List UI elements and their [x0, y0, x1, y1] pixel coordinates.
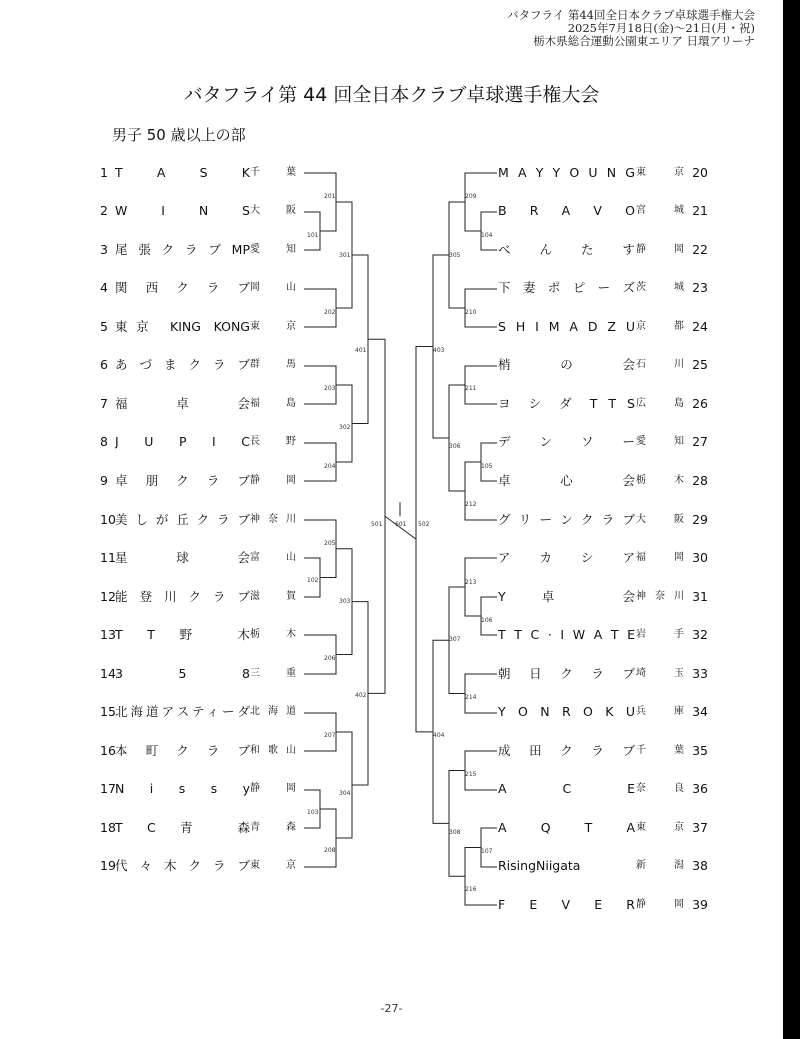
team-prefecture: 福 岡: [636, 552, 684, 563]
seed-number: 36: [692, 781, 708, 796]
team-name: 卓 朋 ク ラ ブ: [115, 473, 250, 488]
team-entry: [498, 819, 708, 837]
seed-number: 17: [100, 781, 116, 796]
team-name: 福 卓 会: [115, 396, 250, 411]
team-name: 関 西 ク ラ ブ: [115, 280, 250, 295]
division-label: 男子 50 歳以上の部: [112, 126, 246, 144]
team-entry: [100, 549, 304, 567]
bracket-line: [336, 732, 352, 838]
team-prefecture: 愛 知: [636, 436, 684, 447]
bracket-line-group: [304, 173, 497, 905]
team-prefecture: 静 岡: [636, 899, 684, 910]
match-number: 105: [481, 463, 493, 470]
match-number: 502: [418, 521, 430, 528]
team-entry: [100, 164, 304, 182]
team-entry: [100, 433, 304, 451]
seed-number: 39: [692, 897, 708, 912]
seed-number: 14: [100, 666, 116, 681]
team-name: 梢 の 会: [498, 357, 635, 372]
team-entry: [498, 395, 708, 413]
team-name: 朝 日 ク ラ ブ: [498, 666, 635, 681]
match-number: 102: [307, 577, 319, 584]
team-prefecture: 兵 庫: [636, 706, 684, 717]
team-prefecture: 埼 玉: [636, 668, 684, 679]
header-event-name: バタフライ 第44回全日本クラブ卓球選手権大会: [507, 8, 755, 22]
match-number: 304: [339, 790, 351, 797]
match-number: 307: [449, 636, 461, 643]
seed-number: 34: [692, 704, 708, 719]
team-entry: [100, 780, 304, 798]
team-entry: [100, 472, 304, 490]
team-prefecture: 千 葉: [250, 167, 296, 178]
match-number: 308: [449, 829, 461, 836]
seed-number: 27: [692, 434, 708, 449]
bracket-line: [352, 255, 368, 424]
team-prefecture: 広 島: [636, 398, 684, 409]
bracket-line: [304, 443, 336, 481]
match-number: 301: [339, 252, 351, 259]
match-number: 215: [465, 771, 477, 778]
team-name: 成 田 ク ラ ブ: [498, 743, 635, 758]
team-prefecture: 宮 城: [636, 205, 684, 216]
team-entry: [100, 626, 304, 644]
seed-number: 22: [692, 242, 708, 257]
match-number: 302: [339, 424, 351, 431]
header-dates: 2025年7月18日(金)～21日(月・祝): [567, 21, 755, 35]
match-number: 403: [433, 347, 445, 354]
seed-number: 29: [692, 512, 708, 527]
team-name: デ ン ソ ー: [498, 434, 635, 449]
team-prefecture: 石 川: [636, 359, 684, 370]
match-number: 202: [324, 309, 336, 316]
seed-number: 16: [100, 743, 116, 758]
team-entry: [100, 318, 304, 336]
team-entry: [100, 588, 304, 606]
seed-number: 38: [692, 858, 708, 873]
seed-number: 20: [692, 165, 708, 180]
team-name: 尾張クラブMP: [115, 242, 250, 257]
team-prefecture: 愛 知: [250, 244, 296, 255]
team-entry: [100, 742, 304, 760]
match-number: 106: [481, 617, 493, 624]
team-name: B R A V O: [498, 203, 635, 218]
team-name: グ リ ー ン ク ラ ブ: [498, 512, 635, 527]
bracket-line: [449, 385, 465, 491]
team-prefecture: 滋 賀: [250, 591, 296, 602]
match-number: 303: [339, 598, 351, 605]
match-number: 203: [324, 385, 336, 392]
team-name: J U P I C: [115, 434, 250, 449]
team-name: 下 妻 ポ ピ ー ズ: [498, 280, 635, 295]
team-prefecture: 東 京: [636, 822, 684, 833]
seed-number: 25: [692, 357, 708, 372]
team-name: N i s s y: [115, 781, 250, 796]
match-number: 213: [465, 579, 477, 586]
team-prefecture: 神奈川: [636, 591, 684, 602]
team-prefecture: 東 京: [250, 321, 296, 332]
team-name: ア カ シ ア: [498, 550, 635, 565]
team-entry: [498, 279, 708, 297]
seed-number: 19: [100, 858, 116, 873]
seed-number: 15: [100, 704, 116, 719]
team-prefecture: 富 山: [250, 552, 296, 563]
seed-number: 18: [100, 820, 116, 835]
match-number: 103: [307, 809, 319, 816]
match-number: 204: [324, 463, 336, 470]
bracket-line: [368, 339, 385, 693]
team-entry: [100, 395, 304, 413]
team-entry: [498, 588, 708, 606]
bracket-line: [304, 212, 320, 250]
match-number: 216: [465, 886, 477, 893]
team-entry: [498, 164, 708, 182]
team-name: F E V E R: [498, 897, 635, 912]
team-entry: [498, 896, 708, 914]
page-number: -27-: [380, 1002, 403, 1015]
team-prefecture: 三 重: [250, 668, 296, 679]
match-number: 206: [324, 655, 336, 662]
bracket-line: [416, 347, 433, 732]
team-name: べ ん た す: [498, 242, 635, 257]
team-name: T T 野 木: [115, 627, 250, 642]
match-number-final: 601: [395, 521, 407, 528]
team-name: A C E: [498, 781, 635, 796]
header-venue: 栃木県総合運動公園東エリア 日環アリーナ: [533, 34, 755, 48]
team-prefecture: 長 野: [250, 436, 296, 447]
match-number: 305: [449, 252, 461, 259]
team-prefecture: 岩 手: [636, 629, 684, 640]
page-title: バタフライ第 44 回全日本クラブ卓球選手権大会: [183, 84, 600, 106]
seed-number: 5: [100, 319, 108, 334]
seed-number: 8: [100, 434, 108, 449]
team-name: 星 球 会: [115, 550, 250, 565]
bracket-line: [481, 597, 497, 635]
seed-number: 12: [100, 589, 116, 604]
team-entry: [100, 511, 304, 529]
match-number: 404: [433, 732, 445, 739]
team-name: M A Y Y O U N G: [498, 165, 635, 180]
team-entry: [498, 318, 708, 336]
team-prefecture: 栃 木: [636, 475, 684, 486]
team-name: 能 登 川 ク ラ ブ: [115, 589, 250, 604]
team-prefecture: 福 島: [250, 398, 296, 409]
match-number: 101: [307, 232, 319, 239]
seed-number: 13: [100, 627, 116, 642]
team-prefecture: 静 岡: [250, 783, 296, 794]
team-prefecture: 千 葉: [636, 745, 684, 756]
team-entry: [100, 356, 304, 374]
match-number: 501: [371, 521, 383, 528]
team-prefecture: 奈 良: [636, 783, 684, 794]
team-entry: [100, 857, 304, 875]
team-entry: [498, 742, 708, 760]
match-number: 207: [324, 732, 336, 739]
seed-number: 23: [692, 280, 708, 295]
team-entry: [498, 433, 708, 451]
team-prefecture: 茨 城: [636, 282, 684, 293]
team-prefecture: 静 岡: [636, 244, 684, 255]
team-prefecture: 北海道: [250, 706, 296, 717]
bracket-line: [481, 212, 497, 250]
team-name: W I N S: [115, 203, 250, 218]
seed-number: 21: [692, 203, 708, 218]
team-prefecture: 神奈川: [250, 514, 296, 525]
team-prefecture: 群 馬: [250, 359, 296, 370]
match-number: 306: [449, 443, 461, 450]
seed-number: 2: [100, 203, 108, 218]
seed-number: 31: [692, 589, 708, 604]
team-entry: [498, 356, 708, 374]
team-prefecture: 京 都: [636, 321, 684, 332]
team-entry: [498, 626, 708, 644]
team-entry: [498, 703, 708, 721]
team-entry: [100, 279, 304, 297]
team-name: 代 々 木 ク ラ ブ: [115, 858, 250, 873]
team-prefecture: 東 京: [636, 167, 684, 178]
team-name: RisingNiigata: [498, 858, 581, 873]
team-entry: [498, 665, 708, 683]
bracket-line: [304, 289, 336, 327]
bracket-line: [449, 771, 465, 877]
seed-number: 10: [100, 512, 116, 527]
match-number: 212: [465, 501, 477, 508]
team-prefecture: 和歌山: [250, 745, 296, 756]
team-name: Y 卓 会: [498, 589, 635, 604]
team-entry: [498, 472, 708, 490]
team-name: 3 5 8: [115, 666, 250, 681]
seed-number: 26: [692, 396, 708, 411]
match-number: 209: [465, 193, 477, 200]
match-number: 107: [481, 848, 493, 855]
team-name: Y O N R O K U: [498, 704, 635, 719]
team-prefecture: 東 京: [250, 860, 296, 871]
seed-number: 35: [692, 743, 708, 758]
seed-number: 37: [692, 820, 708, 835]
team-prefecture: 大 阪: [636, 514, 684, 525]
match-number: 201: [324, 193, 336, 200]
match-number: 211: [465, 385, 477, 392]
seed-number: 28: [692, 473, 708, 488]
team-name: ヨ シ ダ T T S: [498, 396, 635, 411]
seed-number: 33: [692, 666, 708, 681]
team-entry: [498, 241, 708, 259]
seed-number: 24: [692, 319, 708, 334]
team-name: A Q T A: [498, 820, 635, 835]
team-name: S H I M A D Z U: [498, 319, 635, 334]
seed-number: 6: [100, 357, 108, 372]
match-number: 205: [324, 540, 336, 547]
seed-number: 1: [100, 165, 108, 180]
seed-number: 7: [100, 396, 108, 411]
team-name: あ づ ま ク ラ ブ: [115, 357, 250, 372]
seed-number: 4: [100, 280, 108, 295]
team-prefecture: 青 森: [250, 822, 296, 833]
team-name: 北海道アスティーダ: [115, 704, 250, 719]
team-prefecture: 大 阪: [250, 205, 296, 216]
team-name: T T C · I W A T E: [498, 627, 635, 642]
seed-number: 32: [692, 627, 708, 642]
team-name: T C 青 森: [115, 820, 250, 835]
seed-number: 30: [692, 550, 708, 565]
team-prefecture: 岡 山: [250, 282, 296, 293]
bracket-line: [481, 443, 497, 481]
team-prefecture: 静 岡: [250, 475, 296, 486]
match-number: 210: [465, 309, 477, 316]
team-entry: [498, 780, 708, 798]
match-number: 402: [355, 692, 367, 699]
team-prefecture: 新 潟: [636, 860, 684, 871]
team-entry: [100, 819, 304, 837]
team-prefecture: 栃 木: [250, 629, 296, 640]
team-entry: [100, 665, 304, 683]
team-entry: [100, 703, 304, 721]
team-name: 美しが丘クラブ: [115, 512, 250, 527]
seed-number: 3: [100, 242, 108, 257]
bracket-line: [465, 289, 497, 327]
match-number: 208: [324, 847, 336, 854]
team-entry: [498, 549, 708, 567]
match-number: 104: [481, 232, 493, 239]
team-entry: [100, 241, 304, 259]
team-name: T A S K: [115, 165, 250, 180]
team-entry: [100, 202, 304, 220]
team-entry: [498, 202, 708, 220]
team-entry: [498, 857, 708, 875]
match-number: 401: [355, 347, 367, 354]
seed-number: 11: [100, 550, 116, 565]
seed-number: 9: [100, 473, 108, 488]
team-name: 卓 心 会: [498, 473, 635, 488]
match-number: 214: [465, 694, 477, 701]
team-entry: [498, 511, 708, 529]
team-name: 本 町 ク ラ ブ: [115, 743, 250, 758]
team-name: 東京 KING KONG: [115, 319, 250, 334]
